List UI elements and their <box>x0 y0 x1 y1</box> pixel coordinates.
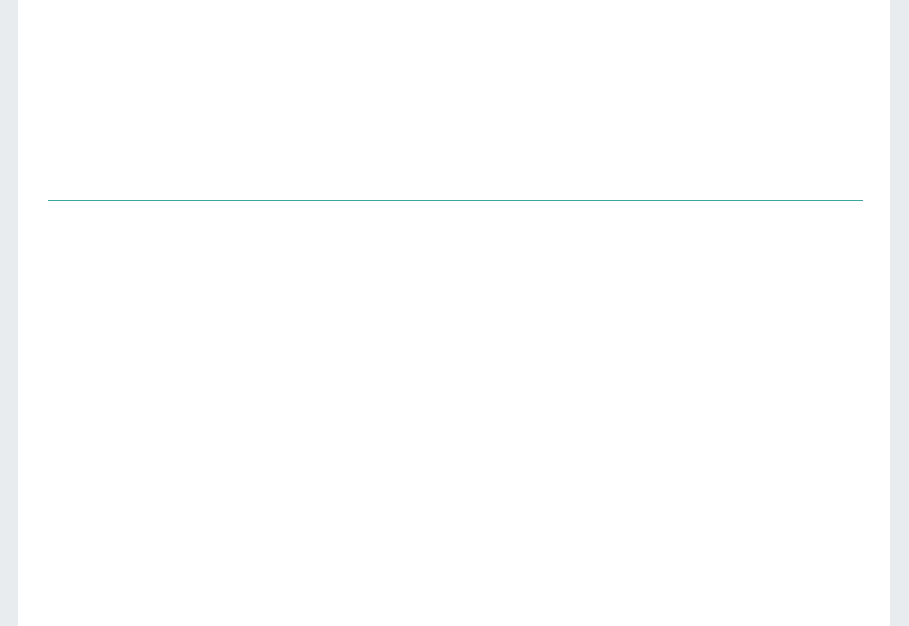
section-title <box>48 182 863 201</box>
report-sheet <box>18 0 890 626</box>
